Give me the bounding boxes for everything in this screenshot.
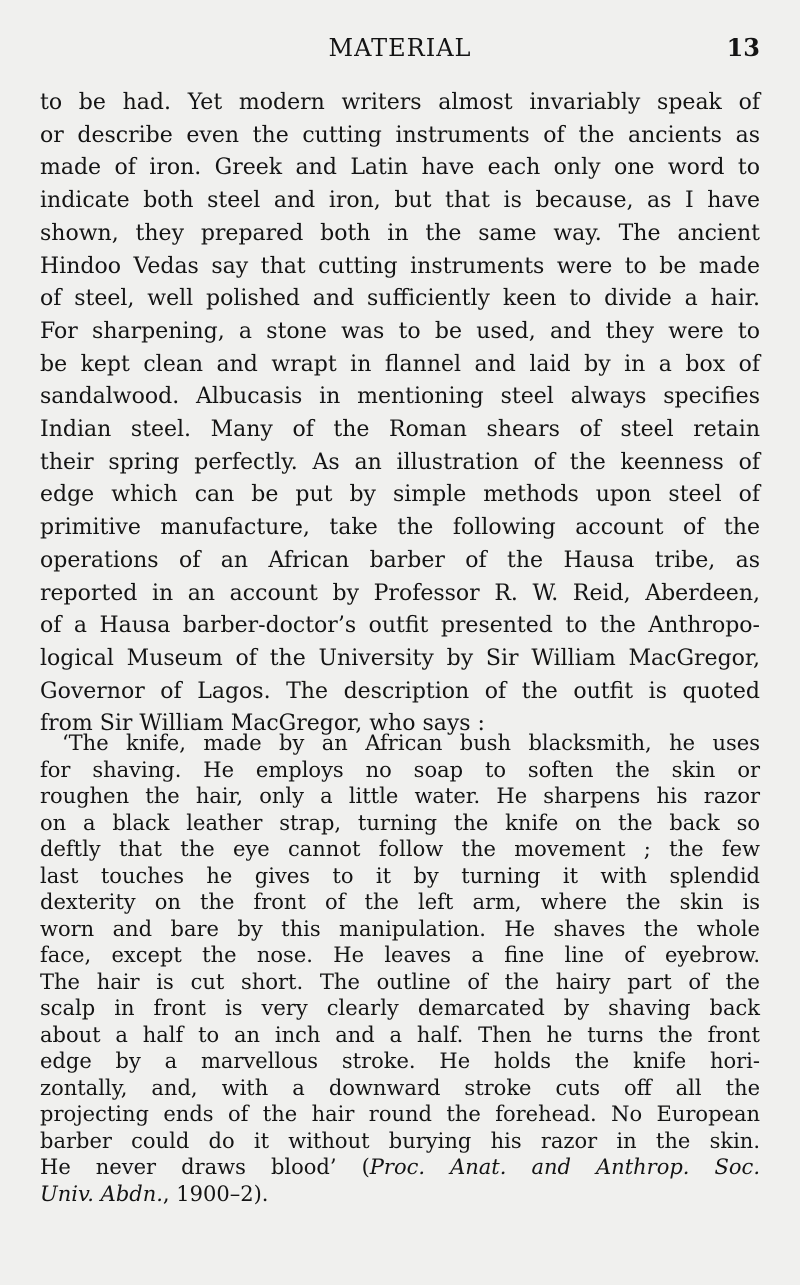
quote-line: zontally, and, with a downward stroke cuts off all the bbox=[40, 1075, 760, 1100]
text-line: Hindoo Vedas say that cutting instruments were to be made bbox=[40, 253, 760, 279]
text-line: or describe even the cutting instruments of the ancients as bbox=[40, 122, 760, 148]
quote-line: barber could do it without burying his razor in the skin. bbox=[40, 1128, 760, 1153]
text-line: of steel, well polished and sufficiently keen to divide a hair. bbox=[40, 286, 760, 312]
quote-line: projecting ends of the hair round the forehead. No European bbox=[40, 1102, 760, 1126]
text-line: primitive manufacture, take the following account of the bbox=[40, 515, 760, 541]
citation-journal: Proc. Anat. and Anthrop. Soc. bbox=[369, 1155, 760, 1179]
main-paragraph bbox=[40, 87, 760, 741]
text-line: shown, they prepared both in the same way. The ancient bbox=[40, 220, 760, 246]
quote-line: worn and bare by this manipulation. He shaves the whole bbox=[40, 916, 760, 941]
text-line: edge which can be put by simple methods upon steel of bbox=[40, 482, 760, 508]
quote-line: roughen the hair, only a little water. He sharpens his razor bbox=[40, 784, 760, 808]
text-line: from Sir William MacGregor, who says : bbox=[40, 711, 485, 737]
text-line: reported in an account by Professor R. W. Reid, Aberdeen, bbox=[40, 580, 760, 606]
text-line: made of iron. Greek and Latin have each only one word to bbox=[40, 155, 760, 181]
quote-line: for shaving. He employs no soap to soften the skin or bbox=[40, 757, 760, 782]
quote-line: face, except the nose. He leaves a fine line of eyebrow. bbox=[40, 943, 760, 967]
citation-journal-continued: Univ. Abdn. bbox=[40, 1181, 163, 1206]
text-line: Indian steel. Many of the Roman shears of steel retain bbox=[40, 417, 760, 443]
quote-line: on a black leather strap, turning the knife on the back so bbox=[40, 810, 760, 835]
citation-prefix: He never draws blood’ ( bbox=[40, 1155, 370, 1179]
text-line: For sharpening, a stone was to be used, and they were to bbox=[40, 318, 760, 344]
running-title: MATERIAL bbox=[328, 34, 472, 62]
running-header bbox=[40, 32, 760, 64]
quote-line: deftly that the eye cannot follow the movement ; the few bbox=[40, 837, 760, 861]
quote-line: about a half to an inch and a half. Then he turns the front bbox=[40, 1022, 760, 1047]
citation-line bbox=[40, 1181, 760, 1208]
text-line: to be had. Yet modern writers almost invariably speak of bbox=[40, 90, 760, 115]
text-line: be kept clean and wrapt in flannel and laid by in a box of bbox=[40, 351, 760, 377]
text-line: of a Hausa barber-doctor’s outfit presented to the Anthropo- bbox=[40, 613, 760, 639]
text-line: Governor of Lagos. The description of the outfit is quoted bbox=[40, 678, 760, 704]
text-line: their spring perfectly. As an illustration of the keenness of bbox=[40, 449, 760, 475]
quote-line: last touches he gives to it by turning it with splendid bbox=[40, 863, 760, 888]
quote-line: The hair is cut short. The outline of the hairy part of the bbox=[40, 969, 760, 994]
quote-line: scalp in front is very clearly demarcated by shaving back bbox=[40, 996, 760, 1020]
text-line: operations of an African barber of the Hausa tribe, as bbox=[40, 547, 760, 573]
text-line: logical Museum of the University by Sir William MacGregor, bbox=[40, 645, 760, 671]
quote-line: ‘The knife, made by an African bush blacksmith, he uses bbox=[62, 731, 760, 755]
quote-line: dexterity on the front of the left arm, where the skin is bbox=[40, 890, 760, 914]
citation-suffix: , 1900–2). bbox=[162, 1181, 269, 1206]
quote-line: edge by a marvellous stroke. He holds the knife hori- bbox=[40, 1049, 760, 1073]
text-line: indicate both steel and iron, but that is because, as I have bbox=[40, 188, 760, 214]
block-quote bbox=[40, 730, 760, 1207]
text-line: sandalwood. Albucasis in mentioning steel always specifies bbox=[40, 384, 760, 410]
citation-line bbox=[40, 1154, 760, 1181]
page-number: 13 bbox=[726, 33, 760, 62]
